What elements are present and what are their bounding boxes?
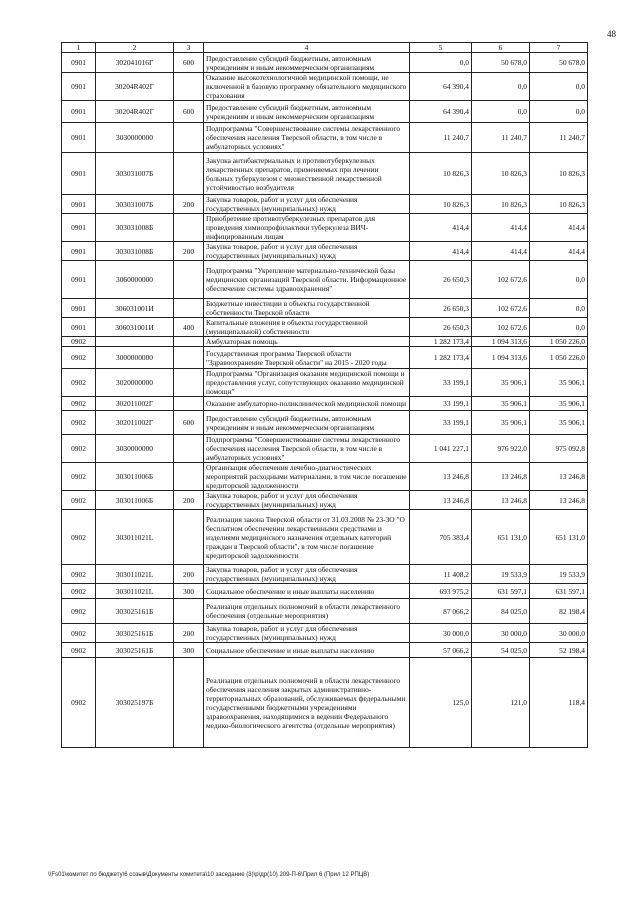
table-row [62,318,588,337]
expense-type-cell [174,347,204,369]
amount-2018-cell: 11 240,7 [410,123,472,153]
amount-2018-cell: 414,4 [410,214,472,242]
section-code-cell: 0901 [62,195,96,214]
amount-2020-cell: 10 826,3 [530,195,588,214]
section-code-cell: 0901 [62,242,96,261]
amount-2018-cell: 33 199,1 [410,397,472,411]
amount-2019-cell: 35 906,1 [472,411,530,435]
amount-2018-cell: 30 000,0 [410,624,472,643]
expense-type-cell: 300 [174,643,204,658]
section-code-cell: 0902 [62,624,96,643]
description-cell: Реализация отдельных полномочий в области лекарственного обеспечения (отдельные мероприятия) [204,599,410,624]
section-code-cell: 0901 [62,153,96,195]
column-header: 7 [530,43,588,53]
table-row [62,599,588,624]
amount-2019-cell: 35 906,1 [472,397,530,411]
expense-type-cell: 200 [174,565,204,584]
amount-2020-cell: 82 198,4 [530,599,588,624]
table-row [62,337,588,347]
amount-2018-cell: 26 650,3 [410,299,472,318]
column-header: 5 [410,43,472,53]
table-row [62,435,588,463]
amount-2020-cell: 10 826,3 [530,153,588,195]
description-cell: Государственная программа Тверской области "Здравоохранение Тверской области" на 2015 - 2020 годы [204,347,410,369]
expense-type-cell [174,337,204,347]
amount-2018-cell: 0,0 [410,53,472,73]
amount-2019-cell: 50 678,0 [472,53,530,73]
target-article-cell: 303025161Б [96,643,174,658]
amount-2018-cell: 87 066,2 [410,599,472,624]
expense-type-cell: 600 [174,101,204,123]
column-header: 6 [472,43,530,53]
expense-type-cell [174,73,204,101]
description-cell: Капитальные вложения в объекты государственной (муниципальной) собственности [204,318,410,337]
description-cell: Закупка товаров, работ и услуг для обеспечения государственных (муниципальных) нужд [204,242,410,261]
amount-2018-cell: 125,0 [410,658,472,748]
expense-type-cell [174,123,204,153]
target-article-cell: 303031008Б [96,214,174,242]
target-article-cell: 303031008Б [96,242,174,261]
description-cell: Оказание высокотехнологичной медицинской помощи, не включенной в базовую программу обязательного медицинского страхования [204,73,410,101]
description-cell: Предоставление субсидий бюджетным, автономным учреждениям и иным некоммерческим организациям [204,53,410,73]
amount-2020-cell: 0,0 [530,318,588,337]
amount-2018-cell: 414,4 [410,242,472,261]
description-cell: Закупка антибактериальных и противотуберкулезных лекарственных препаратов, применяемых при лечении больных туберкулезом с множественной лекарственной устойчивостью возбудителя [204,153,410,195]
expense-type-cell [174,369,204,397]
description-cell: Оказание амбулаторно-поликлинической медицинской помощи [204,397,410,411]
expense-type-cell [174,397,204,411]
target-article-cell: 303025197Б [96,658,174,748]
expense-type-cell: 200 [174,242,204,261]
amount-2020-cell: 0,0 [530,261,588,299]
target-article-cell: 3000000000 [96,347,174,369]
amount-2019-cell: 651 131,0 [472,510,530,565]
target-article-cell: 302041016Г [96,53,174,73]
column-header: 1 [62,43,96,53]
expense-type-cell: 200 [174,195,204,214]
table-row [62,53,588,73]
target-article-cell: 303011021L [96,510,174,565]
amount-2019-cell: 10 826,3 [472,153,530,195]
amount-2020-cell: 118,4 [530,658,588,748]
column-header: 4 [204,43,410,53]
document-path-footer: \\Fs01\комитет по бюджету\6 созыв\Документы комитета\10 заседание (3)\р\др(10) 209-П-6\Прил 6 (Прил 12 РПЦВ) [48,872,370,878]
description-cell: Подпрограмма "Организация оказания медицинской помощи и предоставления услуг, сопутствующих оказанию медицинской помощи" [204,369,410,397]
expense-type-cell [174,510,204,565]
amount-2019-cell: 102 672,6 [472,318,530,337]
amount-2020-cell: 11 240,7 [530,123,588,153]
target-article-cell: 303011021L [96,565,174,584]
target-article-cell: 302011002Г [96,411,174,435]
amount-2018-cell: 10 826,3 [410,195,472,214]
table-header-row [62,43,588,53]
table-row [62,347,588,369]
amount-2020-cell: 631 597,1 [530,584,588,599]
amount-2018-cell: 1 282 173,4 [410,337,472,347]
expense-type-cell [174,658,204,748]
description-cell: Социальное обеспечение и иные выплаты населению [204,584,410,599]
section-code-cell: 0901 [62,73,96,101]
description-cell: Закупка товаров, работ и услуг для обеспечения государственных (муниципальных) нужд [204,624,410,643]
target-article-cell: 302011002Г [96,397,174,411]
section-code-cell: 0902 [62,435,96,463]
description-cell: Подпрограмма "Укрепление материально-технической базы медицинских организаций Тверской области. Информационное обеспечение системы здравоохранения" [204,261,410,299]
target-article-cell: 3030000000 [96,435,174,463]
amount-2019-cell: 1 094 313,6 [472,347,530,369]
target-article-cell: 30204R402Г [96,73,174,101]
amount-2019-cell: 414,4 [472,214,530,242]
amount-2018-cell: 13 246,8 [410,463,472,491]
amount-2020-cell: 35 906,1 [530,411,588,435]
amount-2020-cell: 0,0 [530,73,588,101]
amount-2018-cell: 1 282 173,4 [410,347,472,369]
amount-2018-cell: 705 383,4 [410,510,472,565]
expense-type-cell: 200 [174,491,204,510]
description-cell: Подпрограмма "Совершенствование системы лекарственного обеспечения населения Тверской области, в том числе в амбулаторных условиях" [204,123,410,153]
amount-2019-cell: 631 597,1 [472,584,530,599]
amount-2019-cell: 0,0 [472,101,530,123]
section-code-cell: 0901 [62,299,96,318]
column-header: 3 [174,43,204,53]
description-cell: Закупка товаров, работ и услуг для обеспечения государственных (муниципальных) нужд [204,195,410,214]
description-cell: Подпрограмма "Совершенствование системы лекарственного обеспечения населения Тверской области, в том числе в амбулаторных условиях" [204,435,410,463]
amount-2018-cell: 64 390,4 [410,101,472,123]
section-code-cell: 0902 [62,337,96,347]
column-header: 2 [96,43,174,53]
amount-2018-cell: 693 975,2 [410,584,472,599]
section-code-cell: 0902 [62,599,96,624]
table-row [62,643,588,658]
amount-2018-cell: 57 066,2 [410,643,472,658]
amount-2018-cell: 26 650,3 [410,261,472,299]
amount-2020-cell: 0,0 [530,101,588,123]
table-row [62,565,588,584]
target-article-cell [96,337,174,347]
target-article-cell: 3020000000 [96,369,174,397]
expense-type-cell [174,214,204,242]
description-cell: Закупка товаров, работ и услуг для обеспечения государственных (муниципальных) нужд [204,565,410,584]
description-cell: Закупка товаров, работ и услуг для обеспечения государственных (муниципальных) нужд [204,491,410,510]
amount-2018-cell: 13 246,8 [410,491,472,510]
amount-2020-cell: 30 000,0 [530,624,588,643]
amount-2019-cell: 84 025,0 [472,599,530,624]
target-article-cell: 303025161Б [96,624,174,643]
section-code-cell: 0902 [62,397,96,411]
amount-2020-cell: 414,4 [530,214,588,242]
amount-2019-cell: 102 672,6 [472,261,530,299]
section-code-cell: 0901 [62,261,96,299]
target-article-cell: 303031007Б [96,195,174,214]
section-code-cell: 0902 [62,411,96,435]
expense-type-cell: 400 [174,318,204,337]
table-row [62,101,588,123]
amount-2019-cell: 121,0 [472,658,530,748]
amount-2020-cell: 50 678,0 [530,53,588,73]
target-article-cell: 303011006Б [96,491,174,510]
description-cell: Амбулаторная помощь [204,337,410,347]
amount-2018-cell: 33 199,1 [410,411,472,435]
table-row [62,397,588,411]
section-code-cell: 0902 [62,565,96,584]
amount-2019-cell: 976 922,0 [472,435,530,463]
amount-2019-cell: 0,0 [472,73,530,101]
section-code-cell: 0902 [62,584,96,599]
page-number: 48 [607,29,616,39]
amount-2020-cell: 0,0 [530,299,588,318]
amount-2018-cell: 1 041 227,1 [410,435,472,463]
amount-2020-cell: 975 092,8 [530,435,588,463]
section-code-cell: 0901 [62,53,96,73]
description-cell: Реализация закона Тверской области от 31.03.2008 № 23-ЗО "О бесплатном обеспечении лекарственными средствами и изделиями медицинского назначения отдельных категорий граждан в Тверской области", в том числе погашение кредиторской задолженности [204,510,410,565]
table-row [62,242,588,261]
amount-2020-cell: 414,4 [530,242,588,261]
amount-2019-cell: 19 533,9 [472,565,530,584]
expense-type-cell [174,261,204,299]
amount-2020-cell: 13 246,8 [530,491,588,510]
amount-2019-cell: 35 906,1 [472,369,530,397]
table-row [62,411,588,435]
table-row [62,658,588,748]
target-article-cell: 303011006Б [96,463,174,491]
expense-type-cell [174,299,204,318]
target-article-cell: 3030000000 [96,123,174,153]
target-article-cell: 303011021L [96,584,174,599]
table-row [62,214,588,242]
amount-2018-cell: 11 408,2 [410,565,472,584]
section-code-cell: 0902 [62,369,96,397]
target-article-cell: 303031007Б [96,153,174,195]
description-cell: Предоставление субсидий бюджетным, автономным учреждениям и иным некоммерческим организациям [204,101,410,123]
table-row [62,584,588,599]
section-code-cell: 0902 [62,491,96,510]
description-cell: Бюджетные инвестиции в объекты государственной собственности Тверской области [204,299,410,318]
target-article-cell: 3060000000 [96,261,174,299]
amount-2020-cell: 1 050 226,0 [530,337,588,347]
section-code-cell: 0901 [62,318,96,337]
budget-table [61,42,588,748]
amount-2018-cell: 64 390,4 [410,73,472,101]
target-article-cell: 306031001И [96,299,174,318]
expense-type-cell: 600 [174,53,204,73]
amount-2020-cell: 19 533,9 [530,565,588,584]
expense-type-cell [174,435,204,463]
target-article-cell: 30204R402Г [96,101,174,123]
amount-2019-cell: 102 672,6 [472,299,530,318]
amount-2020-cell: 35 906,1 [530,397,588,411]
section-code-cell: 0902 [62,643,96,658]
amount-2018-cell: 10 826,3 [410,153,472,195]
expense-type-cell: 300 [174,584,204,599]
expense-type-cell: 600 [174,411,204,435]
amount-2019-cell: 13 246,8 [472,463,530,491]
amount-2018-cell: 33 199,1 [410,369,472,397]
table-row [62,195,588,214]
section-code-cell: 0902 [62,510,96,565]
amount-2018-cell: 26 650,3 [410,318,472,337]
section-code-cell: 0901 [62,101,96,123]
table-row [62,369,588,397]
amount-2019-cell: 1 094 313,6 [472,337,530,347]
amount-2019-cell: 13 246,8 [472,491,530,510]
description-cell: Предоставление субсидий бюджетным, автономным учреждениям и иным некоммерческим организациям [204,411,410,435]
description-cell: Организация обеспечения лечебно-диагностических мероприятий расходными материалами, в том числе погашение кредиторской задолженности [204,463,410,491]
amount-2020-cell: 651 131,0 [530,510,588,565]
table-row [62,123,588,153]
table-row [62,491,588,510]
section-code-cell: 0901 [62,123,96,153]
expense-type-cell [174,599,204,624]
section-code-cell: 0902 [62,658,96,748]
amount-2019-cell: 10 826,3 [472,195,530,214]
amount-2020-cell: 35 906,1 [530,369,588,397]
description-cell: Социальное обеспечение и иные выплаты населению [204,643,410,658]
table-row [62,153,588,195]
section-code-cell: 0902 [62,463,96,491]
table-row [62,299,588,318]
section-code-cell: 0902 [62,347,96,369]
target-article-cell: 303025161Б [96,599,174,624]
amount-2019-cell: 414,4 [472,242,530,261]
amount-2020-cell: 52 198,4 [530,643,588,658]
amount-2019-cell: 54 025,0 [472,643,530,658]
target-article-cell: 306031001И [96,318,174,337]
amount-2020-cell: 13 246,8 [530,463,588,491]
table-row [62,624,588,643]
amount-2019-cell: 30 000,0 [472,624,530,643]
amount-2020-cell: 1 050 226,0 [530,347,588,369]
expense-type-cell [174,153,204,195]
table-row [62,510,588,565]
table-row [62,73,588,101]
expense-type-cell: 200 [174,624,204,643]
expense-type-cell [174,463,204,491]
description-cell: Приобретение противотуберкулезных препаратов для проведения химиопрофилактики туберкулеза ВИЧ-инфицированным лицам [204,214,410,242]
description-cell: Реализация отдельных полномочий в области лекарственного обеспечения населения закрытых административно-территориальных образований, обслуживаемых федеральными государственными бюджетными учреждениями здравоохранения, находящимися в ведении Федерального медико-биологического агентства (отдельные мероприятия) [204,658,410,748]
table-row [62,261,588,299]
table-row [62,463,588,491]
amount-2019-cell: 11 240,7 [472,123,530,153]
section-code-cell: 0901 [62,214,96,242]
